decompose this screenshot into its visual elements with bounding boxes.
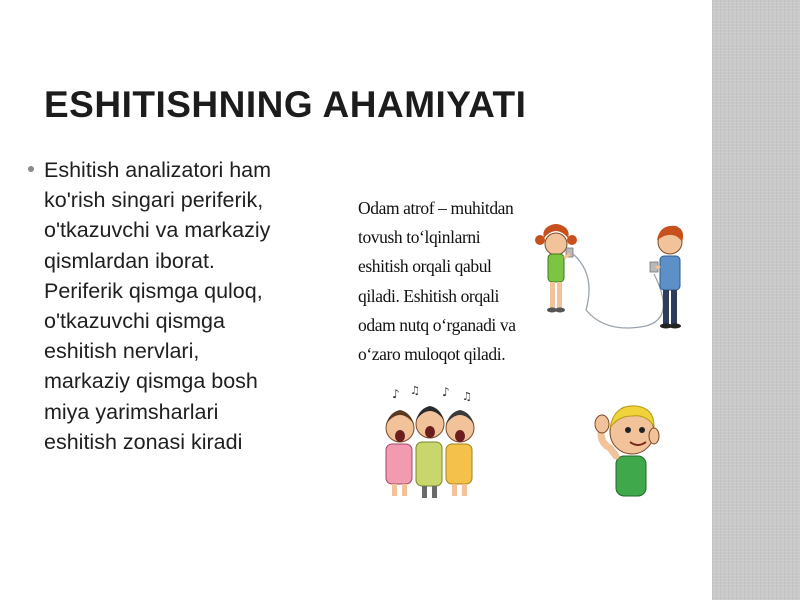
body-line: ko'rish singari periferik, (44, 188, 264, 213)
caption-line: qiladi. Eshitish orqali (358, 285, 499, 306)
body-line: eshitish nervlari, (44, 339, 200, 364)
body-line: o'tkazuvchi qismga (44, 309, 225, 334)
body-line: eshitish zonasi kiradi (44, 429, 243, 454)
body-line: Eshitish analizatori ham (44, 158, 272, 182)
body-line: markaziy qismga bosh (44, 369, 258, 394)
svg-text:♫: ♫ (462, 390, 472, 403)
slide-title: ESHITISHNING AHAMIYATI (44, 84, 527, 125)
caption-line: odam nutq o‘rganadi va (358, 314, 516, 335)
body-line: o'tkazuvchi va markaziy (44, 218, 271, 243)
body-line: miya yarimsharlari (44, 399, 219, 424)
decorative-side-band (712, 0, 800, 600)
caption-line: o‘zaro muloqot qiladi. (358, 344, 506, 365)
svg-text:♪: ♪ (392, 387, 400, 401)
bullet-point (28, 166, 34, 172)
caption-line: Odam atrof – muhitdan (358, 198, 514, 218)
body-line: qismlardan iborat. (44, 248, 215, 273)
svg-text:♪: ♪ (442, 385, 450, 399)
svg-text:♫: ♫ (410, 384, 420, 397)
singing-children-icon (380, 384, 484, 500)
illustration-caption (358, 194, 548, 369)
body-text (44, 155, 324, 457)
tin-can-phone-children-icon (526, 214, 702, 340)
caption-line: tovush to‘lqinlarni (358, 227, 481, 248)
body-line: Periferik qismga quloq, (44, 278, 263, 303)
listening-boy-icon (588, 396, 668, 498)
caption-line: eshitish orqali qabul (358, 256, 492, 277)
